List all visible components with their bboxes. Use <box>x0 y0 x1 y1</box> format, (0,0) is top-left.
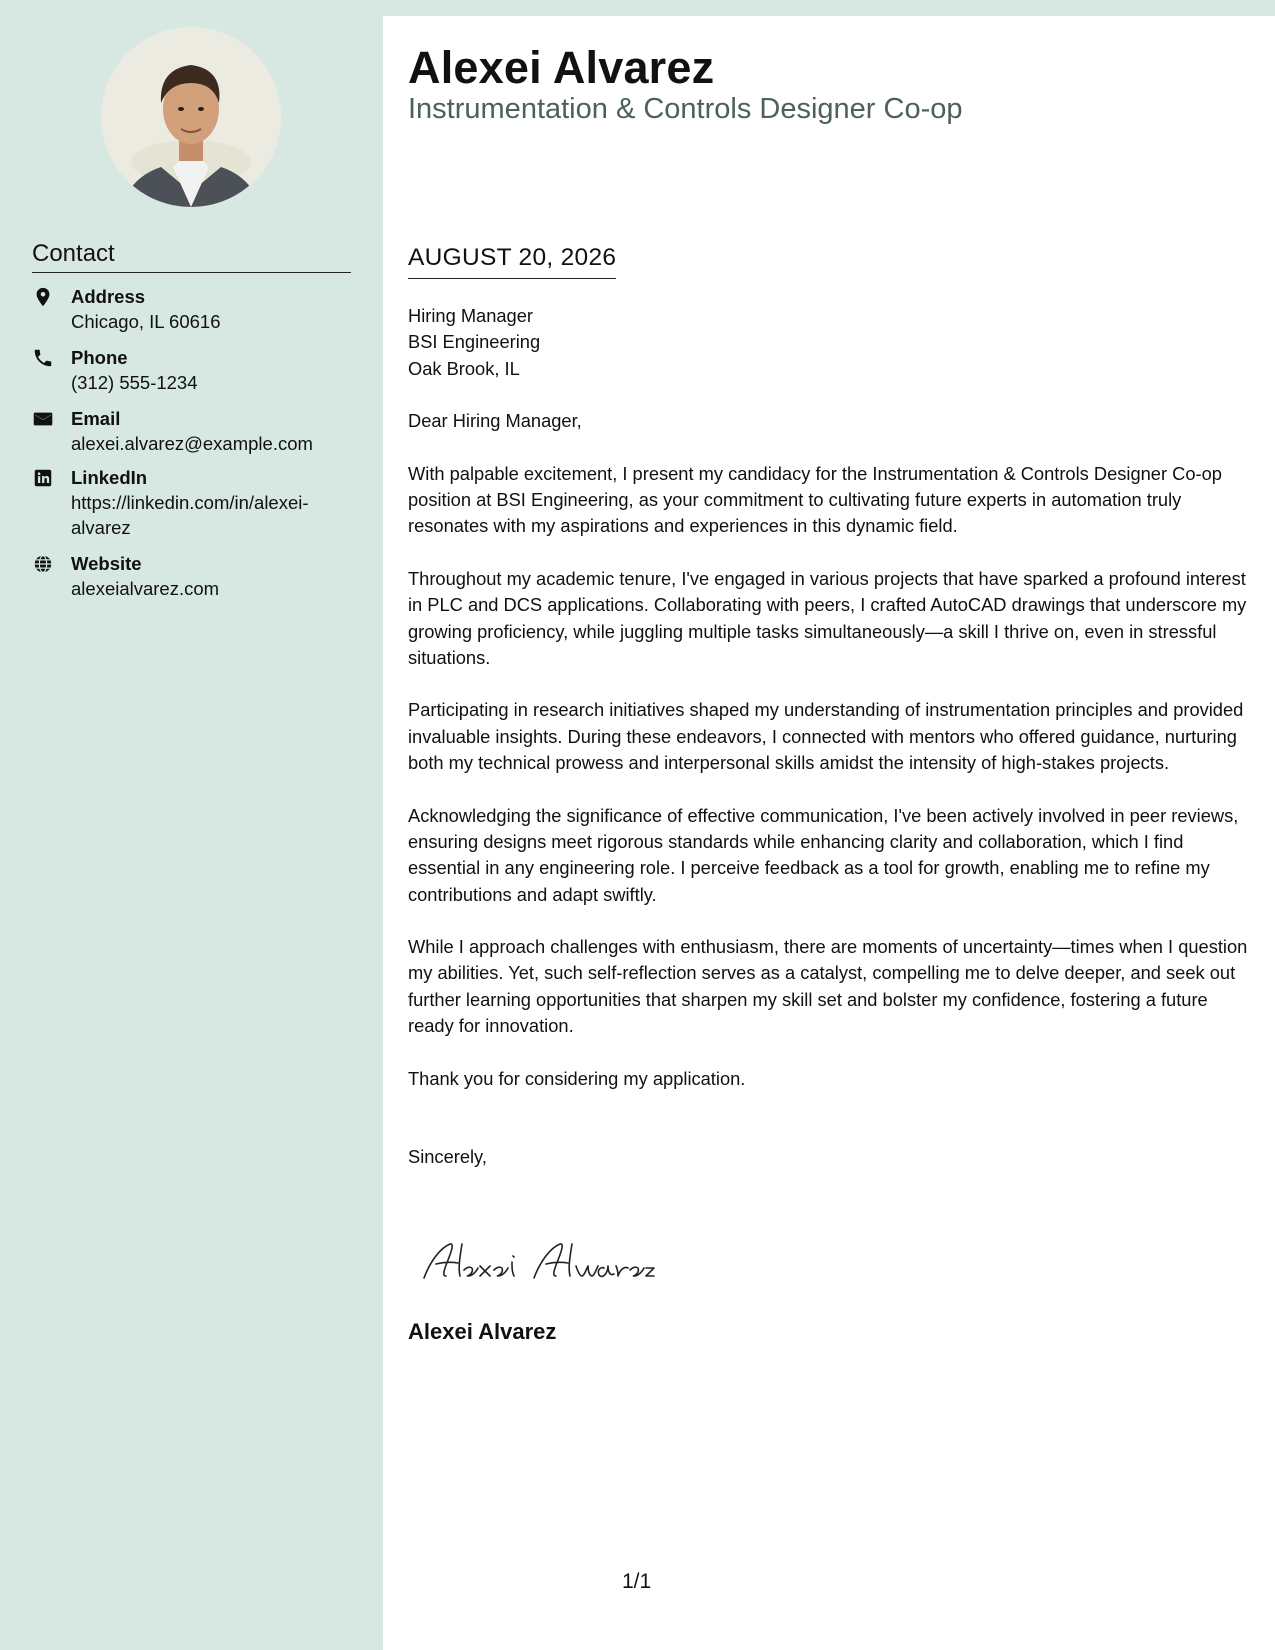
contact-website <box>32 551 352 601</box>
letter-date: AUGUST 20, 2026 <box>408 244 616 279</box>
letter-body <box>408 303 1248 1197</box>
contact-value: Chicago, IL 60616 <box>71 311 221 332</box>
contact-heading: Contact <box>32 240 351 273</box>
closing-line: Thank you for considering my application. <box>408 1067 746 1089</box>
phone-icon <box>32 347 54 369</box>
contact-value[interactable]: https://linkedin.com/in/alexei-alvarez <box>71 492 309 538</box>
linkedin-icon <box>32 467 54 489</box>
recipient-line: Hiring Manager <box>408 305 533 326</box>
top-accent-band <box>383 0 1275 16</box>
handwritten-signature <box>418 1232 658 1292</box>
applicant-name: Alexei Alvarez <box>408 42 715 93</box>
contact-list <box>32 284 352 601</box>
contact-email <box>32 406 352 465</box>
signed-name: Alexei Alvarez <box>408 1319 557 1344</box>
job-title: Instrumentation & Controls Designer Co-op <box>408 93 963 125</box>
salutation: Dear Hiring Manager, <box>408 410 582 432</box>
contact-value: (312) 555-1234 <box>71 372 198 393</box>
body-paragraph: With palpable excitement, I present my candidacy for the Instrumentation & Controls Designer Co-op position at BSI Engineering, as your commitment to cultivating future experts in automation truly resonates with my aspirations and experiences in this dynamic field. <box>408 462 1222 537</box>
body-paragraph: Participating in research initiatives shaped my understanding of instrumentation principles and provided invaluable insights. During these endeavors, I connected with mentors who offered guidance, nurturing both my technical prowess and interpersonal skills amidst the intensity of high-stakes projects. <box>408 699 1244 774</box>
page-number: 1/1 <box>622 1570 652 1593</box>
recipient-block <box>408 303 1248 382</box>
contact-label: Email <box>71 408 121 429</box>
globe-icon <box>32 553 54 575</box>
recipient-line: BSI Engineering <box>408 331 541 353</box>
contact-label: Phone <box>71 347 128 368</box>
contact-label: Address <box>71 286 146 307</box>
contact-linkedin <box>32 465 352 551</box>
contact-value: alexei.alvarez@example.com <box>71 433 313 454</box>
body-paragraph: While I approach challenges with enthusiasm, there are moments of uncertainty—times when I question my abilities. Yet, such self-reflection serves as a catalyst, compelling me to delve deeper, and seek out further learning opportunities that sharpen my skill set and bolster my confidence, fostering a future ready for innovation. <box>408 936 1248 1037</box>
contact-label: LinkedIn <box>71 467 148 488</box>
body-paragraph: Acknowledging the significance of effective communication, I've been actively involved in peer reviews, ensuring designs meet rigorous standards while enhancing clarity and collaboration, which I find essential in any engineering role. I perceive feedback as a tool for growth, enabling me to refine my contributions and adapt swiftly. <box>408 804 1239 905</box>
map-pin-icon <box>32 286 54 308</box>
profile-photo <box>101 27 281 207</box>
contact-value[interactable]: alexeialvarez.com <box>71 578 220 599</box>
signoff: Sincerely, <box>408 1145 487 1167</box>
envelope-icon <box>32 408 54 430</box>
body-paragraph: Throughout my academic tenure, I've engaged in various projects that have sparked a profound interest in PLC and DCS applications. Collaborating with peers, I crafted AutoCAD drawings that underscore my growing proficiency, while juggling multiple tasks simultaneously—a skill I thrive on, even in stressful situations. <box>408 567 1247 668</box>
contact-address <box>32 284 352 345</box>
contact-phone <box>32 345 352 406</box>
contact-label: Website <box>71 553 142 574</box>
recipient-line: Oak Brook, IL <box>408 357 520 379</box>
